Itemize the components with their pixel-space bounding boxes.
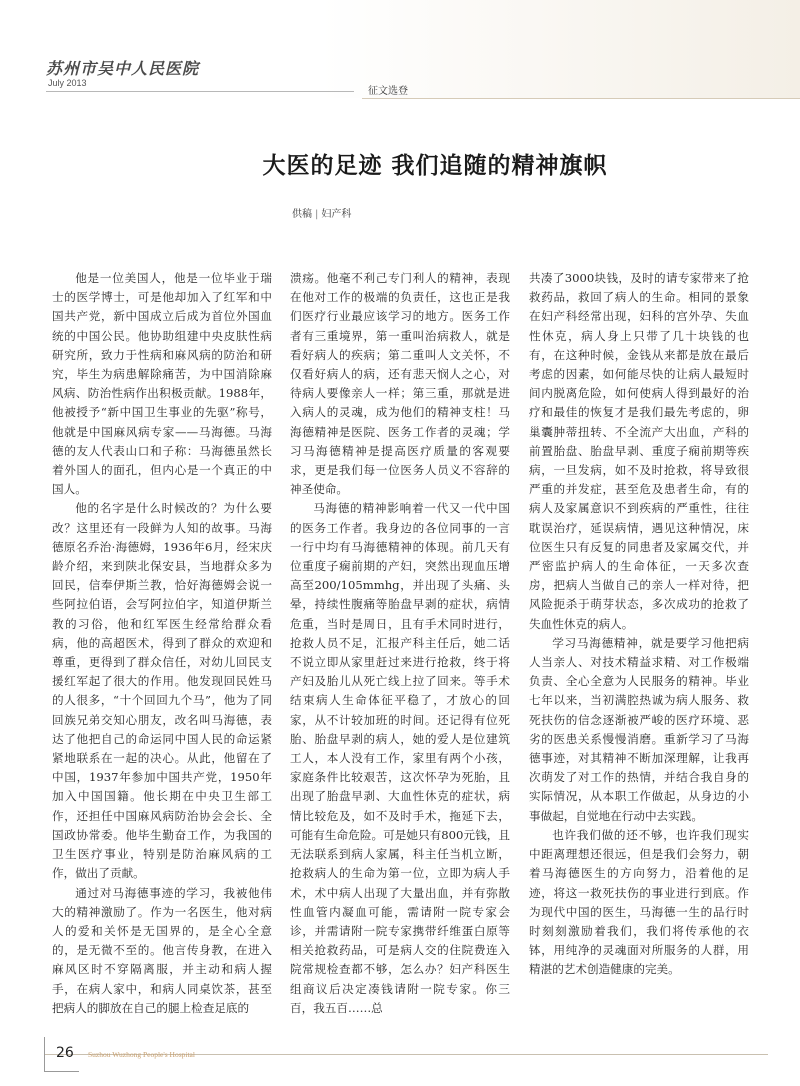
paragraph: 溃疡。他毫不利己专门利人的精神，表现在他对工作的极端的负责任，这也正是我们医疗行业最应该学习的地方。医务工作者有三重境界，第一重叫治病救人，就是看好病人的疾病；第二重叫人文关怀，不仅看好病人的病，还有悲天悯人之心，对待病人要像亲人一样；第三重，那就是进入病人的灵魂，成为他们的精神支柱！马海德精神是医院、医务工作者的灵魂；学习马海德精神是提高医疗质量的客观要求，更是我们每一位医务人员义不容辞的神圣使命。 — [290, 271, 510, 497]
section-label: 征文选登 — [368, 86, 408, 97]
hospital-name: 苏州市吴中人民医院 — [46, 59, 200, 78]
byline-author: 妇产科 — [321, 209, 352, 220]
byline-prefix: 供稿 — [292, 209, 312, 220]
body-column-3 — [529, 269, 749, 980]
byline — [292, 205, 351, 220]
footer-hospital-name: Suzhou Wuzhong People's Hospital — [88, 1050, 195, 1059]
byline-separator: | — [315, 209, 319, 220]
paragraph: 学习马海德精神，就是要学习他把病人当亲人、对技术精益求精、对工作极端负责、全心全意为人民服务的精神。毕业七年以来，当初满腔热诚为病人服务、救死扶伤的信念逐渐被严峻的医疗环境、恶劣的医患关系慢慢消磨。重新学习了马海德事迹，对其精神不断加深理解，让我再次萌发了对工作的热情，并结合我自身的实际情况，从本职工作做起，从身边的小事做起，自觉地在行动中去实践。 — [529, 635, 749, 823]
header-divider — [46, 91, 354, 92]
issue-date: July 2013 — [48, 78, 87, 88]
paragraph: 共凑了3000块钱，及时的请专家带来了抢救药品，救回了病人的生命。相同的景象在妇产科经常出现，妇科的宫外孕、失血性休克，病人身上只带了几十块钱的也有，在这种时候，金钱从来都是放在最后考虑的因素，如何能尽快的让病人最短时间内脱离危险，如何使病人得到最好的治疗和最佳的恢复才是我们最先考虑的，卵巢囊肿蒂扭转、不全流产大出血，产科的前置胎盘、胎盘早剥、重度子痫前期等疾病，一旦发病，如不及时抢救，将导致很严重的并发症，甚至危及患者生命，有的病人及家属意识不到疾病的严重性，往往耽误治疗，延误病情，遇见这种情况，床位医生只有反复的同患者及家属交代，并严密监护病人的生命体征，一天多次查房，把病人当做自己的亲人一样对待，把风险扼杀于萌芽状态，多次成功的抢救了失血性休克的病人。 — [529, 271, 749, 631]
body-column-1 — [52, 269, 272, 1018]
paragraph: 也许我们做的还不够，也许我们现实中距离理想还很远，但是我们会努力，朝着马海德医生的方向努力，沿着他的足迹，将这一救死扶伤的事业进行到底。作为现代中国的医生，马海德一生的品行时时刻刻激励着我们，我们将传承他的衣钵，用纯净的灵魂面对所服务的人群，用精湛的艺术创造健康的完美。 — [529, 827, 749, 977]
paragraph: 马海德的精神影响着一代又一代中国的医务工作者。我身边的各位同事的一言一行中均有马海德精神的体现。前几天有位重度子痫前期的产妇，突然出现血压增高至200/105mmhg，并出现了头痛、头晕，持续性腹痛等胎盘早剥的症状，病情危重，当时是周日，且有手术同时进行，抢救人员不足，汇报产科主任后，她二话不说立即从家里赶过来进行抢救，终于将产妇及胎儿从死亡线上拉了回来。等手术结束病人生命体征平稳了，才放心的回家，从不计较加班的时间。还记得有位死胎、胎盘早剥的病人，她的爱人是位建筑工人，本人没有工作，家里有两个小孩，家庭条件比较艰苦，这次怀孕为死胎，且出现了胎盘早剥、大血性休克的症状，病情比较危及，如不及时手术，拖延下去，可能有生命危险。可是她只有800元钱，且无法联系到病人家属，科主任当机立断，抢救病人的生命为第一位，立即为病人手术，术中病人出现了大量出血，并有弥散性血管内凝血可能，需请附一院专家会诊，并需请附一院专家携带纤维蛋白原等相关抢救药品，可是病人交的住院费连入院常规检查都不够，怎么办？妇产科医生组商议后决定凑钱请附一院专家。你三百，我五百……总 — [290, 501, 510, 1015]
body-column-2 — [290, 269, 510, 1018]
paragraph: 他的名字是什么时候改的？为什么要改？这里还有一段鲜为人知的故事。马海德原名乔治·海德姆，1936年6月，经宋庆龄介绍，来到陕北保安县，当地群众多为回民，信奉伊斯兰教，恰好海德姆会说一些阿拉伯语，会写阿拉伯字，知道伊斯兰教的习俗，他和红军医生经常给群众看病，他的高超医术，得到了群众的欢迎和尊重，更得到了群众信任，对幼儿回民支援红军起了很大的作用。他发现回民姓马的人很多，“十个回回九个马”，他为了同回族兄弟交知心朋友，改名叫马海德，表达了他把自己的命运同中国人民的命运紧紧地联系在一起的决心。从此，他留在了中国，1937年参加中国共产党，1950年加入中国国籍。他长期在中央卫生部工作，还担任中国麻风病防治协会会长、全国政协常委。他毕生勤奋工作，为我国的卫生医疗事业，特别是防治麻风病的工作，做出了贡献。 — [52, 501, 272, 881]
paragraph: 他是一位美国人，他是一位毕业于瑞士的医学博士，可是他却加入了红军和中国共产党，新中国成立后成为首位外国血统的中国公民。他协助组建中央皮肤性病研究所，致力于性病和麻风病的防治和研究，毕生为病患解除痛苦，为中国消除麻风病、防治性病作出积极贡献。1988年，他被授予“新中国卫生事业的先驱”称号，他就是中国麻风病专家——马海德。马海德的友人代表山口和子称：马海德虽然长着外国人的面孔，但内心是一个真正的中国人。 — [52, 271, 272, 497]
paragraph: 通过对马海德事迹的学习，我被他伟大的精神激励了。作为一名医生，他对病人的爱和关怀是无国界的，是全心全意的，是无微不至的。他言传身教，在进入麻风区时不穿隔离服，并主动和病人握手，在病人家中，和病人同桌饮茶，甚至把病人的脚放在自己的腿上检查足底的 — [52, 885, 272, 1015]
page-number: 26 — [56, 1045, 74, 1061]
header-divider-right — [362, 98, 800, 99]
article-title: 大医的足迹 我们追随的精神旗帜 — [262, 153, 608, 179]
